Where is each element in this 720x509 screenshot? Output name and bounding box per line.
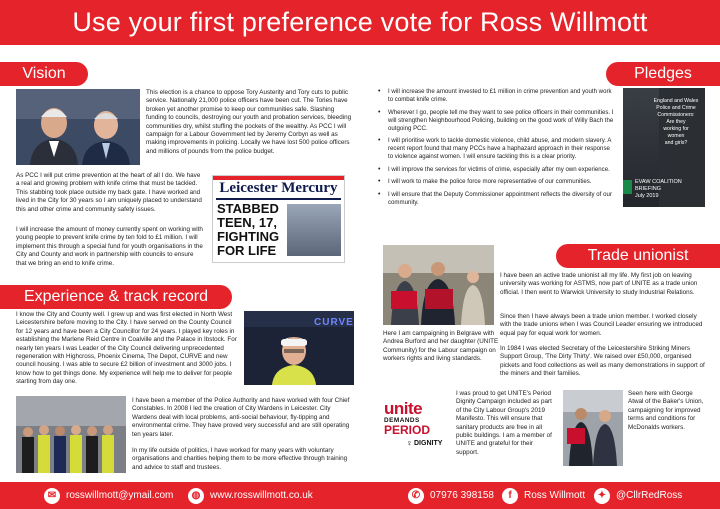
headline-line-4: FOR LIFE	[217, 243, 277, 258]
email-icon: ✉	[44, 488, 60, 504]
logo-demands: DEMANDS	[384, 417, 420, 424]
vision-text-2: As PCC I will put crime prevention at the heart of all I do. We have a real and growing problem with knife crime that must be tackled. This stabbing took place outside my back gate. I have worked and lived in the City for 30 years so I am uniquely placed to understand this and other crime and community safety issues.	[16, 172, 202, 213]
report-line-4: Are they	[666, 119, 686, 125]
experience-text-2: I have been a member of the Police Authority and have worked with four Chief Constables. In 2008 I led the creation of City Wardens in Leicester. City Wardens deal with local problems, anti-social behaviour, fly-tipping and environmental crime. They have proved very successful and are still operating ten years later.	[132, 397, 350, 438]
report-line-1: England and Wales	[653, 98, 699, 104]
report-footer-3: July 2019	[635, 193, 659, 199]
experience-heading: Experience & track record	[0, 285, 232, 309]
footer-twitter[interactable]	[594, 487, 682, 504]
report-footer-1: EVAW COALITION	[635, 179, 682, 185]
report-line-7: and girls?	[664, 140, 688, 146]
footer-facebook-text: Ross Willmott	[524, 490, 586, 501]
footer-website[interactable]	[188, 487, 313, 504]
bakers-text: Seen here with George Atwal of the Baker's Union, campaigning for improved terms and conditions for McDonalds workers.	[628, 390, 704, 431]
footer-email-text: rosswillmott@ymail.com	[66, 490, 174, 501]
globe-icon: ◍	[188, 488, 204, 504]
footer-twitter-text: @CllrRedRoss	[616, 490, 683, 501]
pledges-heading: Pledges	[606, 62, 720, 86]
venus-icon: ♀	[406, 438, 413, 448]
page-title: Use your first preference vote for Ross Willmott	[72, 7, 648, 37]
newspaper-photo	[287, 204, 341, 256]
trade-text-2: Since then I have always been a trade union member. I worked closely with the trade unions when I was Council Leader ensuring we introduced equal pay for equal work for women.	[500, 313, 703, 337]
headline-line-2: TEEN, 17,	[217, 215, 277, 230]
vision-text-1: This election is a chance to oppose Tory Austerity and Tory cuts to public service. Nationally 21,000 police officers have been cut. The Tories have broken yet another promise to keep our communities safe. Slashing funding to councils, destroying our youth and probation services, bleeding communities dry, whilst stuffing the pockets of the wealthy. As PCC I will campaign for a Labour Government led by Jeremy Corbyn as well as making improvements in policing. Locally we have lost 500 police officers and millions of pounds from the police budget.	[146, 89, 352, 155]
headline-line-1: STABBED	[217, 201, 279, 216]
report-line-3: Commissioners:	[657, 112, 695, 118]
trade-text-1: I have been an active trade unionist all my life. My first job on leaving university was working for ASTMS, now part of UNITE as a trade union official. I then went to Warwick University to study Industrial Relations.	[500, 272, 698, 296]
pledge-item: • Wherever I go, people tell me they want to see police officers in their communities. I will strengthen Neighbourhood Policing, building on the good work of Willy Bach the outgoing PCC.	[376, 109, 616, 133]
unite-period-dignity-logo	[384, 400, 454, 448]
vision-text-3: I will increase the amount of money currently spent on working with young people to prevent knife crime by ten fold to £1 million. I will implement this through a special fund for youth organisations in the City and County and work in partnership with councils to ensure that we bring an end to knife crime.	[16, 226, 203, 267]
experience-text-3: In my life outside of politics, I have worked for many years with voluntary organisations and charities helping them to be more effective through training and advice to staff and trustees.	[132, 447, 348, 471]
logo-dignity: DIGNITY	[414, 440, 443, 447]
contact-footer	[0, 482, 720, 509]
title-banner	[0, 0, 720, 45]
experience-text-1: I know the City and County well. I grew up and was first elected in North West Leicestershire before moving to the City. I have served on the County Council for 12 years and have been a City Councillor for 24 years. I played key roles in establishing the Marlene Reid Centre in Coalville and the Palace in Ibstock. For nearly ten years I was Leader of the City Council delivering unprecedented regeneration with Highcross, Phoenix Cinema, The Depot, CURVE and new council housing. I was able to secure £2 billion of investment and 3000 jobs. I know how to get things done. My experience will help me to deliver for people starting from day one.	[16, 311, 237, 386]
trade-text-3: In 1984 I was elected Secretary of the Leicestershire Striking Miners Support Group, 'The Dirty Thirty'. We raised over £50,000, organised pickets and food collections as well as many demonstrations in support of the miners and their families.	[500, 345, 705, 378]
pledge-item: • I will improve the services for victims of crime, especially after my own experience.	[376, 166, 616, 174]
pledges-list	[376, 88, 616, 211]
logo-period: PERIOD	[384, 423, 431, 437]
pledge-item: • I will prioritise work to tackle domestic violence, child abuse, and modern slavery. A recent report found that many PCCs have a haphazard approach in their response to violence against women. I will ensure tackling this is a clear priority.	[376, 137, 616, 161]
newspaper-masthead: Leicester Mercury	[219, 180, 338, 196]
photo-corbyn-willmott	[16, 89, 140, 165]
report-line-2: Police and Crime	[656, 105, 696, 111]
report-footer-2: BRIEFING	[635, 186, 661, 192]
logo-unite: unite	[384, 399, 423, 418]
footer-phone[interactable]	[408, 487, 494, 504]
evaw-report-cover	[623, 88, 705, 207]
footer-facebook[interactable]	[502, 487, 585, 504]
report-line-6: women	[667, 133, 685, 139]
report-logo-mark	[623, 180, 632, 194]
photo-bakers-union	[563, 390, 623, 466]
vision-heading: Vision	[0, 62, 88, 86]
phone-icon: ✆	[408, 488, 424, 504]
headline-line-3: FIGHTING	[217, 229, 280, 244]
pledge-item: • I will ensure that the Deputy Commissioner appointment reflects the diversity of our community.	[376, 191, 616, 207]
photo-curve	[244, 311, 354, 385]
newspaper-clipping	[212, 175, 345, 263]
pledge-item: • I will work to make the police force more representative of our communities.	[376, 178, 616, 186]
twitter-icon: ✦	[594, 488, 610, 504]
report-line-5: working for	[663, 126, 689, 132]
footer-email[interactable]	[44, 487, 173, 504]
curve-sign: CURVE	[314, 317, 354, 328]
facebook-icon: f	[502, 488, 518, 504]
photo-belgrave-campaign	[383, 245, 494, 325]
unite-text: I was proud to get UNITE's Period Dignity Campaign included as part of the City Labour Group's 2019 Manifesto. This will ensure that sanitary products are free in all public buildings. I am a member of UNITE and grateful for their support.	[456, 390, 552, 456]
trade-unionist-heading: Trade unionist	[556, 244, 720, 268]
footer-phone-text: 07976 398158	[430, 490, 494, 501]
pledge-item: • I will increase the amount invested to £1 million in crime prevention and youth work to combat knife crime.	[376, 88, 616, 104]
belgrave-caption: Here I am campaigning in Belgrave with Andrea Burford and her daughter (UNITE Community) for the Labour campaign on workers rights and living standards.	[383, 330, 499, 363]
photo-city-wardens	[16, 396, 126, 473]
footer-website-text: www.rosswillmott.co.uk	[210, 490, 313, 501]
